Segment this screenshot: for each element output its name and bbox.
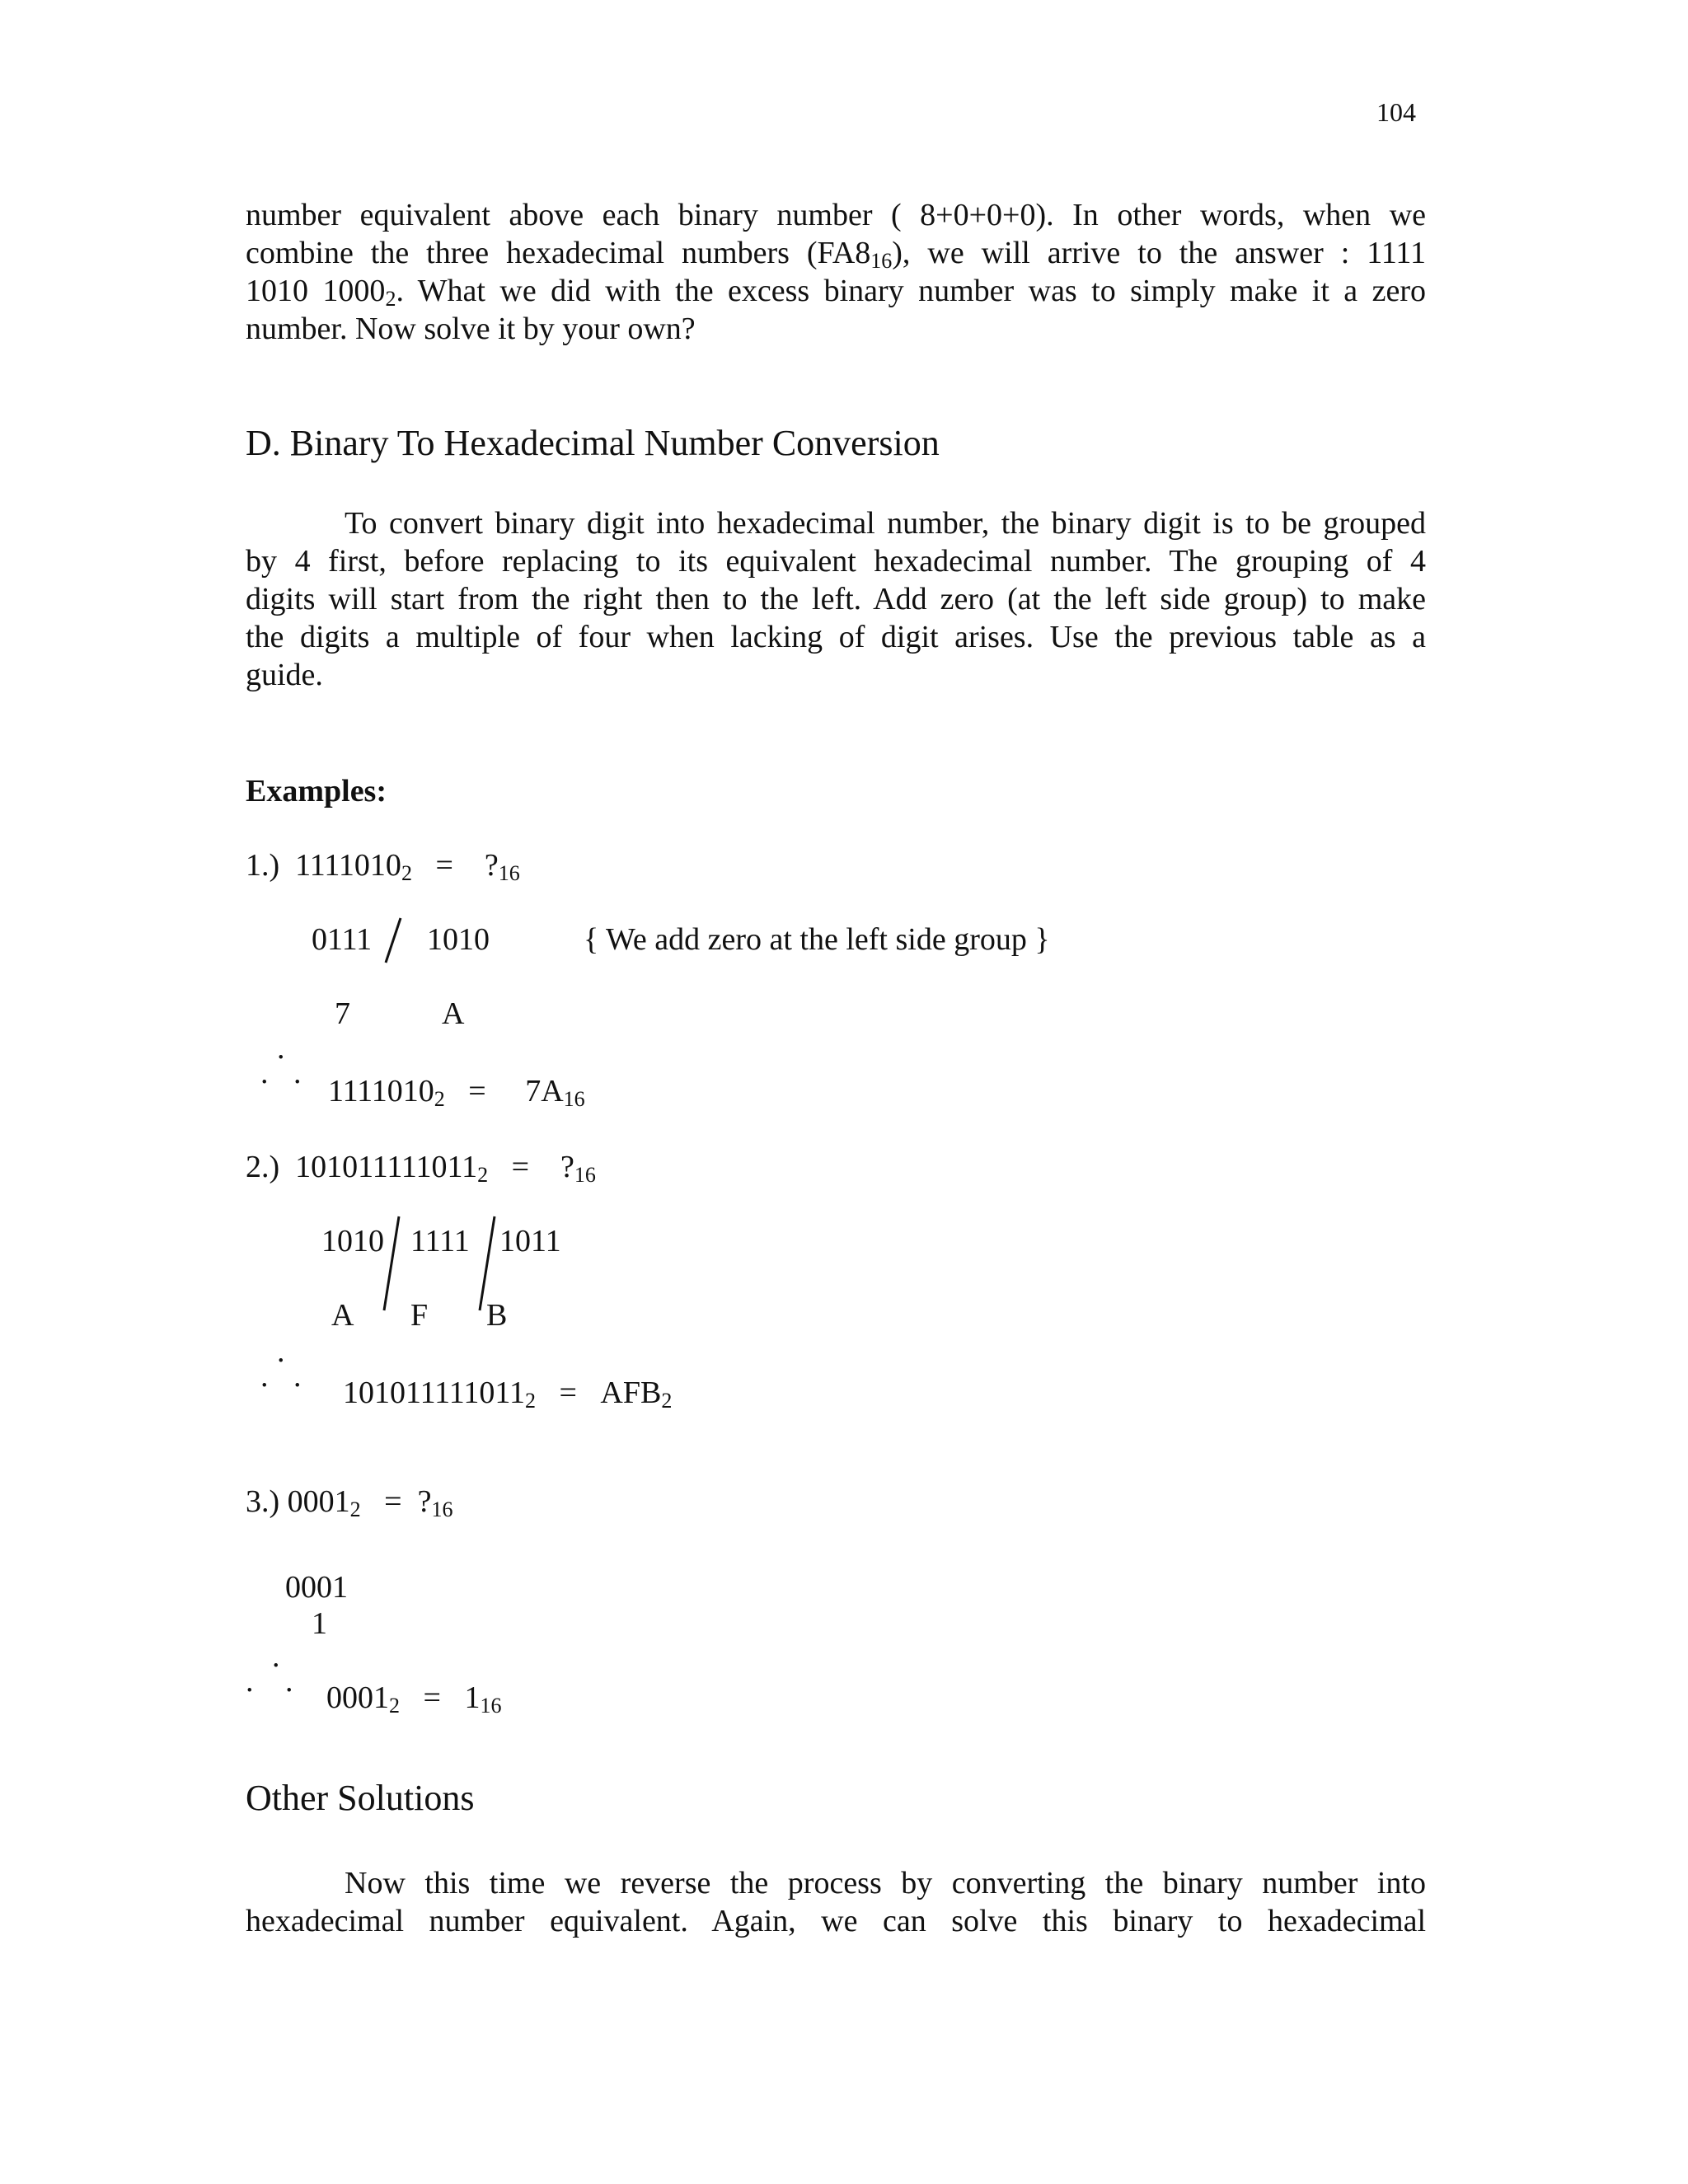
example-2-answer: $101011111011_2$ = $AFB_2$ bbox=[343, 1376, 673, 1413]
paragraph-line: hexadecimal number equivalent. Again, we can solve this binary to hexadecimal bbox=[246, 1904, 1426, 1938]
paragraph-line: the digits a multiple of four when lacking of digit arises. Use the previous table as a bbox=[246, 620, 1426, 654]
paragraph-line: by 4 first, before replacing to its equivalent hexadecimal number. The grouping of 4 bbox=[246, 544, 1426, 579]
intro-line: number. Now solve it by your own? bbox=[246, 312, 696, 346]
examples-label: Examples: bbox=[246, 774, 387, 808]
intro-paragraph bbox=[246, 196, 1426, 348]
section-d-paragraph bbox=[246, 504, 1426, 694]
intro-line: number equivalent above each binary number ( 8+0+0+0). In other words, when we bbox=[246, 198, 1426, 232]
therefore-symbol: . bbox=[285, 1664, 293, 1699]
therefore-symbol: . bbox=[272, 1639, 280, 1674]
example-2-hex-digit: B bbox=[486, 1298, 508, 1333]
paragraph-line: digits will start from the right then to the left. Add zero (at the left side group) to make bbox=[246, 582, 1426, 616]
paragraph-line: guide. bbox=[246, 658, 323, 692]
example-2-group: 1010 bbox=[321, 1224, 384, 1258]
example-1-group: 1010 bbox=[427, 922, 490, 957]
page-number: 104 bbox=[1376, 97, 1416, 127]
example-3-answer: $0001_2$ = $1_{16}$ bbox=[326, 1680, 502, 1718]
intro-line: combine the three hexadecimal numbers $(FA8_{16})$, we will arrive to the answer : 1111 bbox=[246, 236, 1426, 273]
therefore-symbol: . bbox=[293, 1359, 302, 1394]
paragraph-line: To convert binary digit into hexadecimal number, the binary digit is to be grouped bbox=[345, 506, 1426, 541]
therefore-symbol: . bbox=[260, 1056, 269, 1090]
example-2-hex-digit: F bbox=[410, 1298, 429, 1333]
example-2-question: 2.) $101011111011_2$ = $?_{16}$ bbox=[246, 1150, 596, 1187]
example-1-group: 0111 bbox=[312, 922, 373, 957]
example-3-hex-digit: 1 bbox=[312, 1606, 327, 1641]
section-heading: Other Solutions bbox=[246, 1778, 475, 1818]
other-solutions-paragraph bbox=[246, 1864, 1426, 1940]
therefore-symbol: . bbox=[277, 1334, 285, 1369]
therefore-symbol: . bbox=[293, 1056, 302, 1090]
therefore-symbol: . bbox=[277, 1031, 285, 1066]
example-2-group: 1111 bbox=[410, 1224, 470, 1258]
example-2-group: 1011 bbox=[499, 1224, 561, 1258]
example-3-question: 3.) $0001_2$ = $?_{16}$ bbox=[246, 1484, 453, 1521]
example-1-hex-digit: A bbox=[442, 996, 465, 1031]
example-3-group: 0001 bbox=[285, 1570, 348, 1605]
example-1-note: { We add zero at the left side group } bbox=[584, 922, 1050, 957]
group-divider bbox=[379, 1213, 404, 1314]
paragraph-line: Now this time we reverse the process by converting the binary number into bbox=[345, 1866, 1426, 1900]
therefore-symbol: . bbox=[246, 1664, 254, 1699]
section-heading: D. Binary To Hexadecimal Number Conversion bbox=[246, 423, 940, 463]
example-1-hex-digit: 7 bbox=[335, 996, 350, 1031]
example-2-hex-digit: A bbox=[331, 1298, 354, 1333]
group-divider bbox=[381, 915, 406, 966]
therefore-symbol: . bbox=[260, 1359, 269, 1394]
intro-line: 1010 $1000_2$. What we did with the excess binary number was to simply make it a zero bbox=[246, 274, 1426, 311]
example-1-answer: $1111010_2$ = $7A_{16}$ bbox=[328, 1074, 585, 1111]
example-1-question: 1.) $1111010_2$ = $?_{16}$ bbox=[246, 848, 520, 885]
